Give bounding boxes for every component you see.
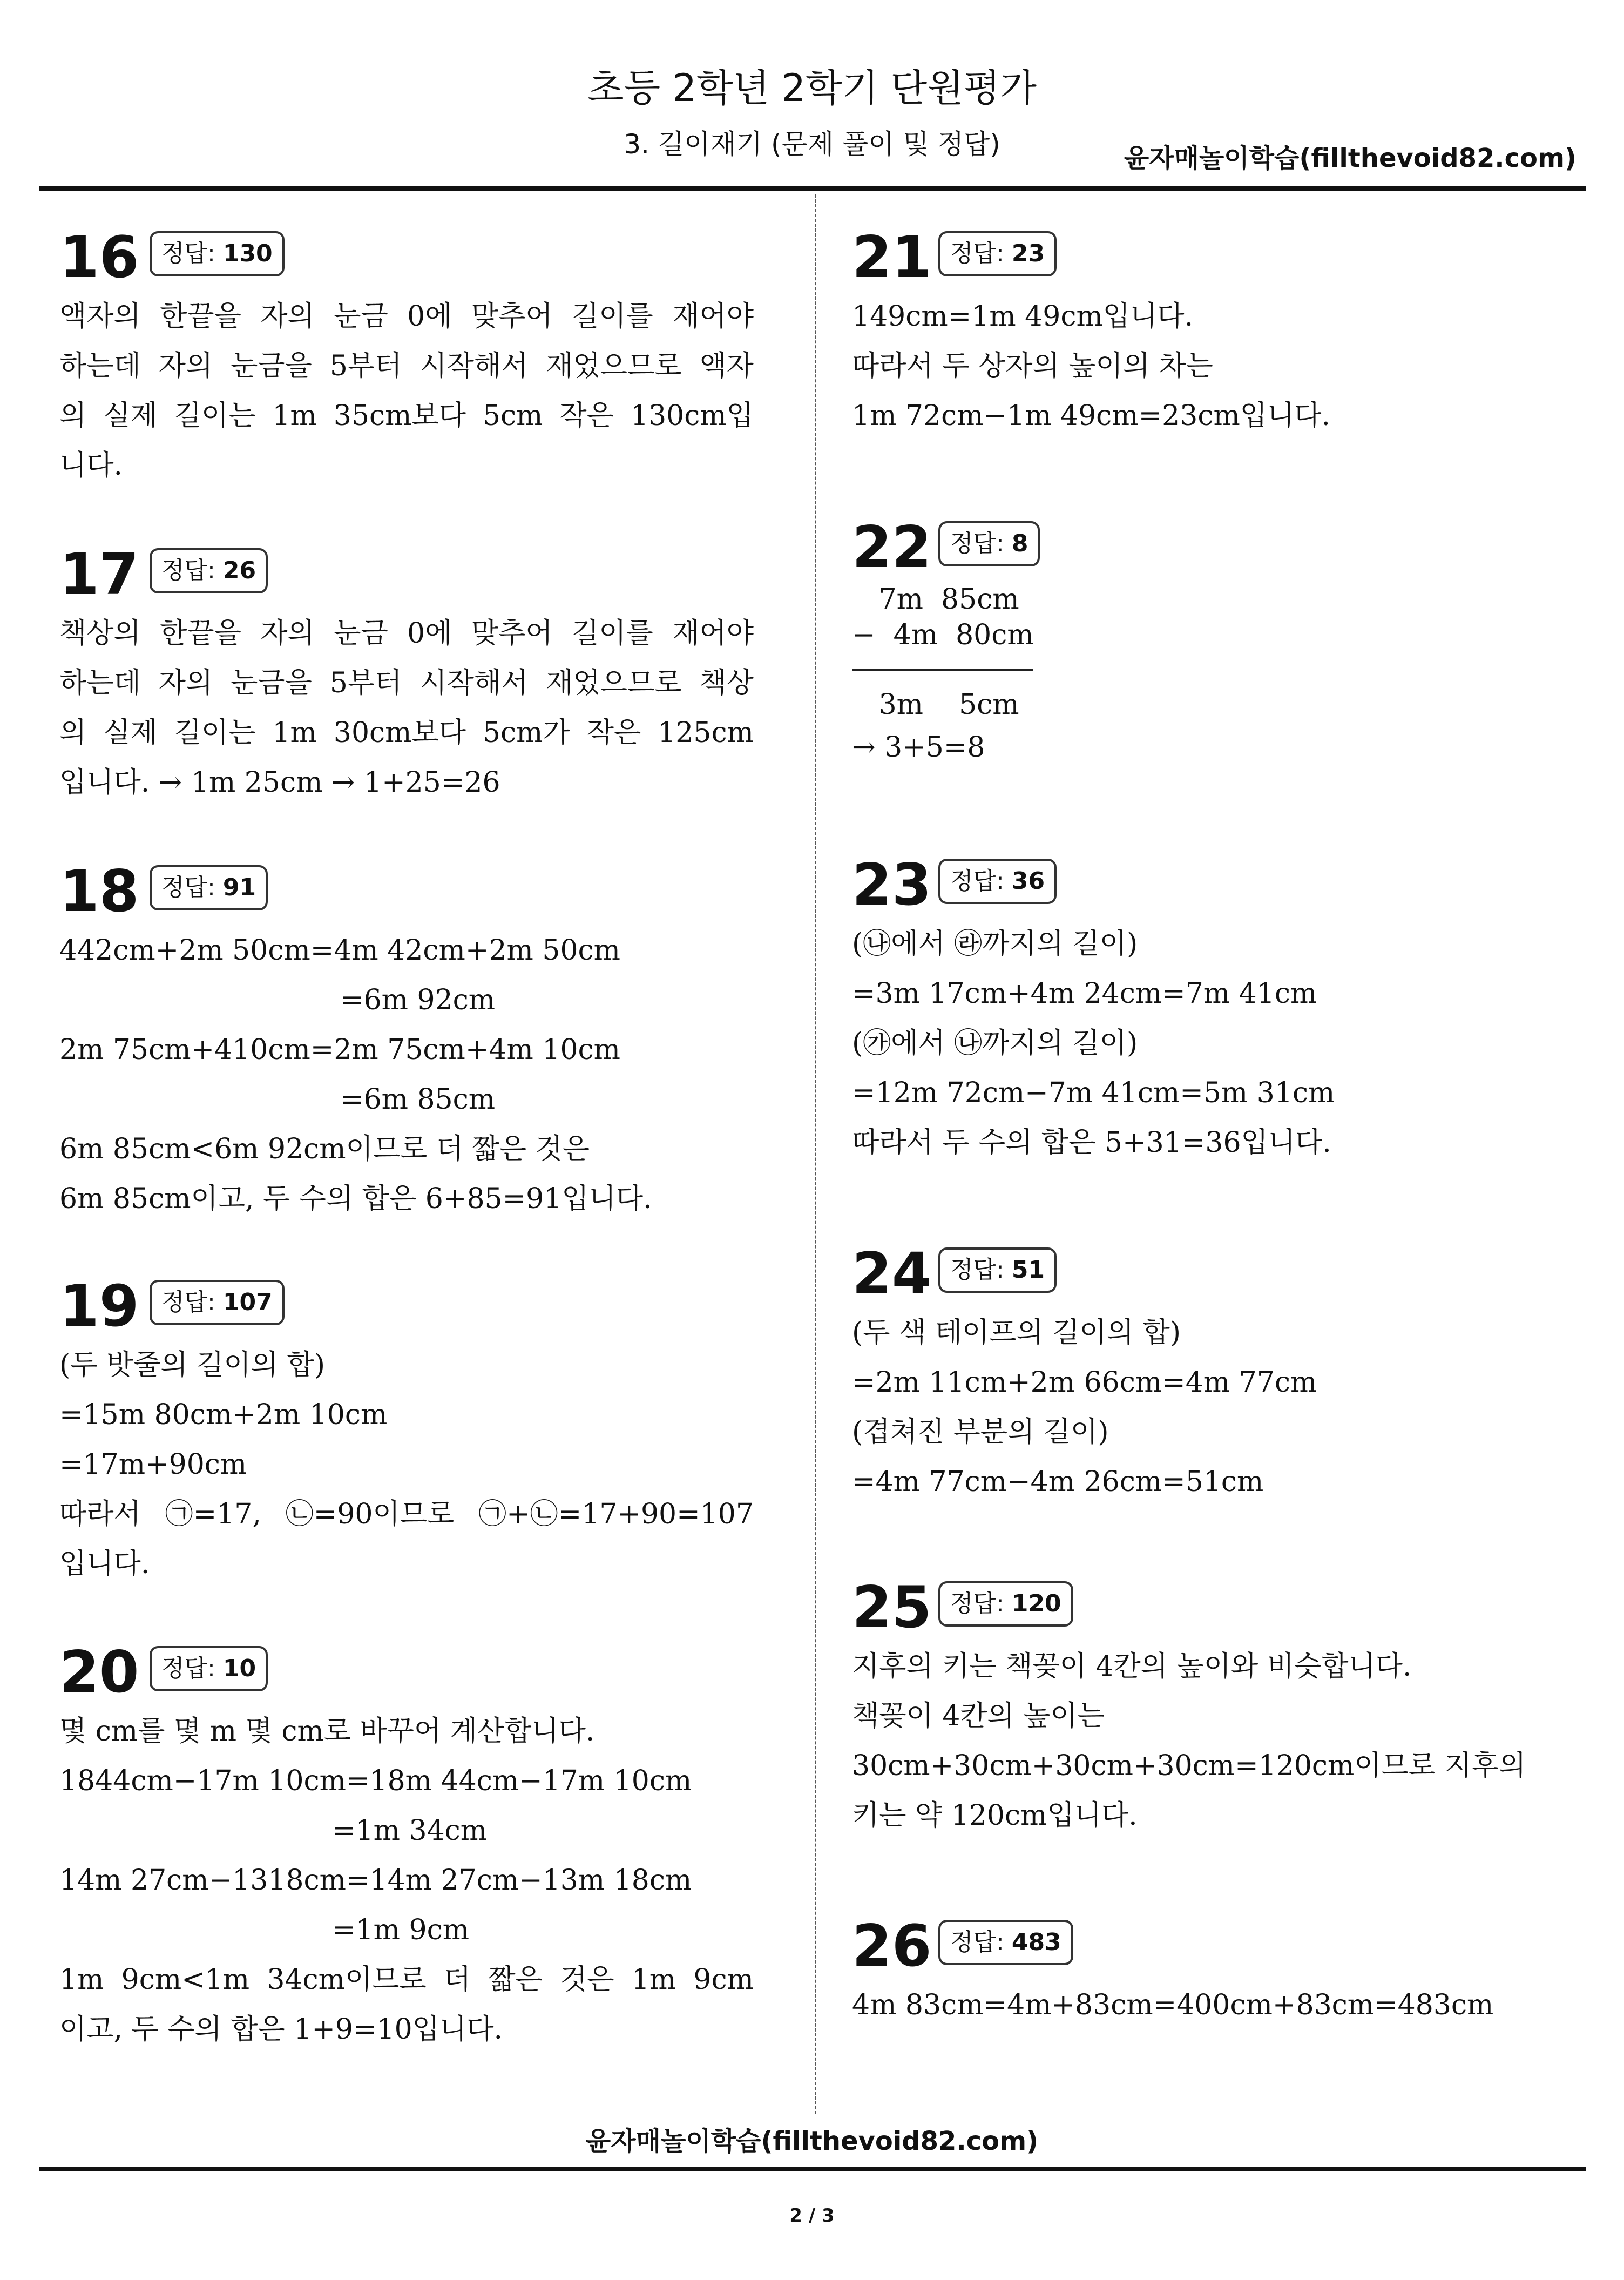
answer-label: 정답: [950,1590,1012,1617]
solution-line: =1m 9cm [332,1914,470,1946]
answer-badge [938,1581,1073,1627]
calc-rule [852,669,1033,671]
answer-label: 정답: [950,530,1012,557]
question-25 [852,1576,1554,1840]
question-21 [852,226,1554,441]
solution-line: 책꽂이 4칸의 높이는 [852,1700,1105,1732]
solution-line: 하는데 자의 눈금을 5부터 시작해서 재었으므로 액자 [59,350,754,382]
solution-line: 1m 9cm<1m 34cm이므로 더 짧은 것은 1m 9cm [59,1964,754,1996]
answer-value: 36 [1011,867,1045,895]
solution-line: 4m 83cm=4m+83cm=400cm+83cm=483cm [852,1989,1494,2021]
question-22 [852,516,1554,772]
calc-row: 7m 85cm [852,583,1019,616]
solution-line: 책상의 한끝을 자의 눈금 0에 맞추어 길이를 재어야 [59,617,754,650]
solution-line: (㉯에서 ㉱까지의 길이) [852,928,1138,960]
solution-line: 액자의 한끝을 자의 눈금 0에 맞추어 길이를 재어야 [59,300,754,333]
answer-value: 23 [1011,240,1045,267]
solution-line: =12m 72cm−7m 41cm=5m 31cm [852,1077,1335,1109]
document-subtitle: 3. 길이재기 (문제 풀이 및 정답) [624,129,1000,160]
answer-badge [150,1280,285,1325]
solution-line: (두 색 테이프의 길이의 합) [852,1317,1181,1349]
question-18 [59,860,754,1224]
solution-line: 입니다. → 1m 25cm → 1+25=26 [59,766,500,799]
question-number: 24 [852,1240,932,1307]
question-number: 20 [59,1639,139,1705]
answer-value: 120 [1011,1590,1061,1617]
solution-line: 키는 약 120cm입니다. [852,1799,1138,1832]
answer-value: 8 [1011,530,1028,557]
solution-line: 입니다. [59,1548,150,1580]
answer-label: 정답: [950,240,1012,267]
solution-line: 2m 75cm+410cm=2m 75cm+4m 10cm [59,1034,620,1066]
question-number: 22 [852,514,932,581]
question-23 [852,853,1554,1168]
answer-badge [938,1920,1073,1965]
solution-line: =2m 11cm+2m 66cm=4m 77cm [852,1366,1317,1399]
column-divider [815,194,816,2114]
solution-line: 1m 72cm−1m 49cm=23cm입니다. [852,400,1331,432]
question-20 [59,1641,754,2054]
answer-value: 51 [1011,1256,1045,1284]
solution-line: =3m 17cm+4m 24cm=7m 41cm [852,977,1317,1010]
solution-line: 1844cm−17m 10cm=18m 44cm−17m 10cm [59,1765,692,1797]
question-number: 26 [852,1913,932,1979]
answer-value: 130 [222,240,273,267]
question-19 [59,1274,754,1589]
calc-result: 3m 5cm [852,689,1019,721]
answer-label: 정답: [161,874,223,901]
solution-line: =17m+90cm [59,1448,247,1481]
solution-line: 149cm=1m 49cm입니다. [852,300,1194,333]
answer-value: 10 [222,1655,256,1682]
solution-line: =6m 92cm [340,984,496,1016]
solution-line: 니다. [59,449,123,482]
answer-label: 정답: [161,1655,223,1682]
solution-line: 따라서 두 상자의 높이의 차는 [852,350,1213,382]
solution-line: (㉮에서 ㉯까지의 길이) [852,1027,1138,1060]
answer-label: 정답: [950,1928,1012,1956]
answer-badge [150,1646,268,1691]
answer-badge [150,231,285,276]
solution-line: (겹쳐진 부분의 길이) [852,1416,1109,1448]
solution-line: =15m 80cm+2m 10cm [59,1399,388,1431]
solution-line: =1m 34cm [332,1814,488,1847]
solution-line: =4m 77cm−4m 26cm=51cm [852,1466,1264,1498]
answer-value: 26 [222,557,256,584]
answer-label: 정답: [161,557,223,584]
solution-line: 14m 27cm−1318cm=14m 27cm−13m 18cm [59,1864,692,1897]
solution-line: 442cm+2m 50cm=4m 42cm+2m 50cm [59,934,620,967]
question-16 [59,226,754,490]
answer-label: 정답: [161,1289,223,1316]
question-number: 19 [59,1273,139,1339]
answer-badge [938,1247,1057,1293]
answer-value: 91 [222,874,256,901]
brand-footer: 윤자매놀이학습(fillthevoid82.com) [585,2126,1039,2156]
answer-label: 정답: [161,240,223,267]
solution-line: 따라서 ㉠=17, ㉡=90이므로 ㉠+㉡=17+90=107 [59,1498,754,1530]
answer-label: 정답: [950,867,1012,895]
brand-header: 윤자매놀이학습(fillthevoid82.com) [1124,143,1576,173]
solution-line: 지후의 키는 책꽂이 4칸의 높이와 비슷합니다. [852,1650,1412,1683]
solution-line: 의 실제 길이는 1m 35cm보다 5cm 작은 130cm입 [59,400,754,432]
question-number: 16 [59,224,139,291]
solution-line: 따라서 두 수의 합은 5+31=36입니다. [852,1126,1331,1159]
footer-rule [39,2167,1586,2171]
question-number: 23 [852,852,932,918]
question-17 [59,543,754,807]
answer-badge [150,865,268,910]
solution-line: 이고, 두 수의 합은 1+9=10입니다. [59,2013,503,2046]
page-number: 2 / 3 [789,2205,835,2227]
solution-line: 하는데 자의 눈금을 5부터 시작해서 재었으므로 책상 [59,667,754,699]
solution-line: =6m 85cm [340,1083,496,1116]
solution-line: → 3+5=8 [852,731,985,764]
question-26 [852,1914,1554,2030]
question-number: 18 [59,858,139,925]
question-number: 25 [852,1574,932,1641]
document-title: 초등 2학년 2학기 단원평가 [587,66,1037,110]
solution-line: 6m 85cm이고, 두 수의 합은 6+85=91입니다. [59,1183,652,1215]
answer-badge [938,859,1057,904]
question-number: 17 [59,541,139,608]
answer-value: 107 [222,1289,273,1316]
answer-badge [150,548,268,593]
question-24 [852,1242,1554,1507]
solution-line: 30cm+30cm+30cm+30cm=120cm이므로 지후의 [852,1750,1526,1782]
solution-line: (두 밧줄의 길이의 합) [59,1349,326,1381]
question-number: 21 [852,224,932,291]
solution-line: 몇 cm를 몇 m 몇 cm로 바꾸어 계산합니다. [59,1715,595,1748]
answer-label: 정답: [950,1256,1012,1284]
header-rule [39,186,1586,191]
answer-badge [938,521,1040,566]
answer-badge [938,231,1057,276]
answer-value: 483 [1011,1928,1061,1956]
solution-line: 의 실제 길이는 1m 30cm보다 5cm가 작은 125cm [59,717,754,749]
solution-line: 6m 85cm<6m 92cm이므로 더 짧은 것은 [59,1133,590,1165]
calc-row: − 4m 80cm [852,619,1034,651]
